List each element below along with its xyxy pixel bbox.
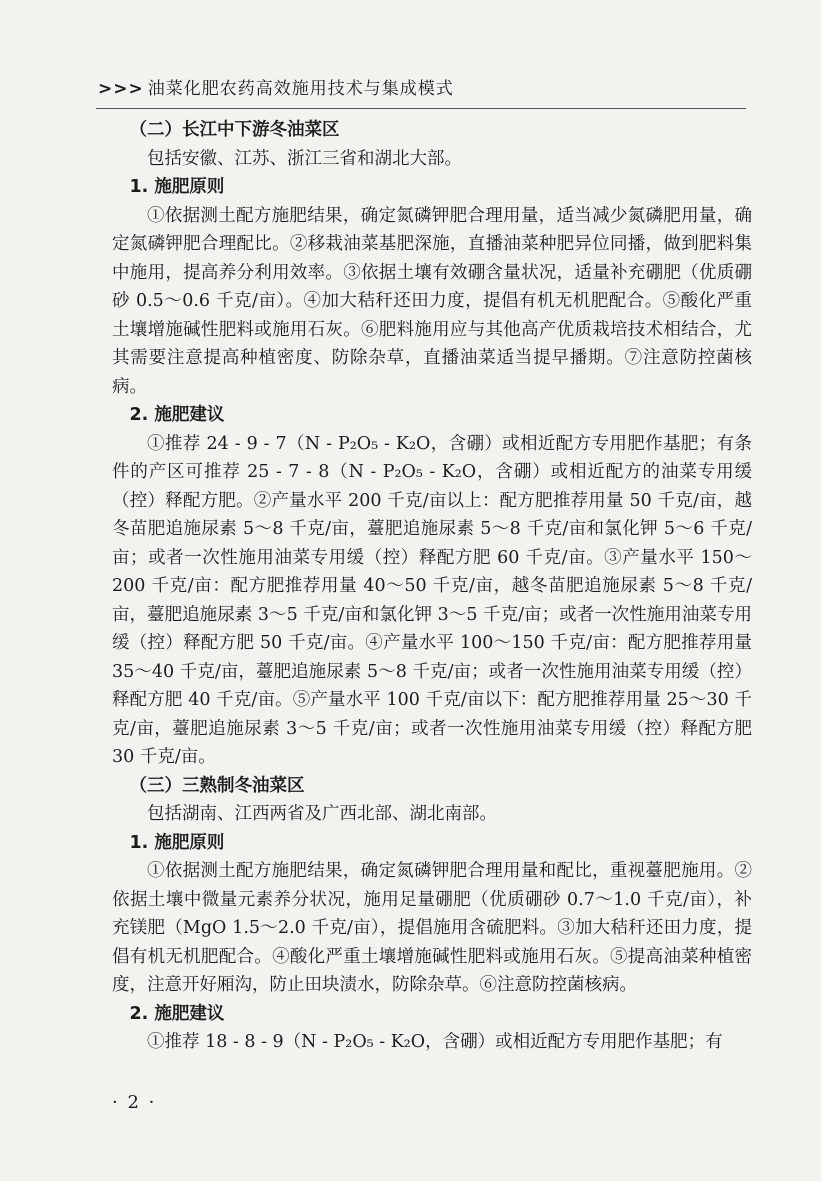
paragraph: ①推荐 18 - 8 - 9（N - P₂O₅ - K₂O，含硼）或相近配方专用肥作基肥；有 (147, 1032, 723, 1052)
running-head (98, 74, 738, 99)
chevrons-icon: >>> (98, 79, 144, 99)
section-intro: 包括安徽、江苏、浙江三省和湖北大部。 (147, 148, 462, 169)
paragraph: ①依据测土配方施肥结果，确定氮磷钾肥合理用量，适当减少氮磷肥用量，确定氮磷钾肥合理配比。②移栽油菜基肥深施，直播油菜种肥异位同播，做到肥料集中施用，提高养分利用效率。③依据土壤有效硼含量状况，适量补充硼肥（优质硼砂 0.5～0.6 千克/亩）。④加大秸秆还田力度，提倡有机无机肥配合。⑤酸化严重土壤增施碱性肥料或施用石灰。⑥肥料施用应与其他高产优质栽培技术相结合，尤其需要注意提高种植密度、防除杂草，直播油菜适当提早播期。⑦注意防控菌核病。 (112, 205, 752, 397)
paragraph: ①依据测土配方施肥结果，确定氮磷钾肥合理用量和配比，重视薹肥施用。②依据土壤中微量元素养分状况，施用足量硼肥（优质硼砂 0.7～1.0 千克/亩），补充镁肥（MgO 1.5～2.0 千克/亩），提倡施用含硫肥料。③加大秸秆还田力度，提倡有机无机肥配合。④酸化严重土壤增施碱性肥料或施用石灰。⑤提高油菜种植密度，注意开好厢沟，防止田块渍水，防除杂草。⑥注意防控菌核病。 (112, 861, 752, 995)
page-number: · 2 · (112, 1092, 157, 1113)
section-heading: （二）长江中下游冬油菜区 (129, 120, 340, 140)
subsection-heading: 1. 施肥原则 (129, 177, 225, 197)
section-heading: （三）三熟制冬油菜区 (129, 775, 305, 796)
subsection-heading: 2. 施肥建议 (129, 405, 225, 425)
header-rule (96, 108, 746, 109)
body-text (112, 116, 752, 1057)
paragraph: ①推荐 24 - 9 - 7（N - P₂O₅ - K₂O，含硼）或相近配方专用肥作基肥；有条件的产区可推荐 25 - 7 - 8（N - P₂O₅ - K₂O，含硼）或相近配方的油菜专用缓（控）释配方肥。②产量水平 200 千克/亩以上：配方肥推荐用量 50 千克/亩，越冬苗肥追施尿素 5～8 千克/亩，薹肥追施尿素 5～8 千克/亩和氯化钾 5～6 千克/亩；或者一次性施用油菜专用缓（控）释配方肥 60 千克/亩。③产量水平 150～200 千克/亩：配方肥推荐用量 40～50 千克/亩，越冬苗肥追施尿素 5～8 千克/亩，薹肥追施尿素 3～5 千克/亩和氯化钾 3～5 千克/亩；或者一次性施用油菜专用缓（控）释配方肥 50 千克/亩。④产量水平 100～150 千克/亩：配方肥推荐用量 35～40 千克/亩，薹肥追施尿素 5～8 千克/亩；或者一次性施用油菜专用缓（控）释配方肥 40 千克/亩。⑤产量水平 100 千克/亩以下：配方肥推荐用量 25～30 千克/亩，薹肥追施尿素 3～5 千克/亩；或者一次性施用油菜专用缓（控）释配方肥 30 千克/亩。 (112, 433, 752, 767)
book-title: 油菜化肥农药高效施用技术与集成模式 (147, 79, 454, 99)
section-intro: 包括湖南、江西两省及广西北部、湖北南部。 (147, 804, 497, 824)
subsection-heading: 2. 施肥建议 (129, 1003, 225, 1024)
subsection-heading: 1. 施肥原则 (129, 832, 225, 853)
